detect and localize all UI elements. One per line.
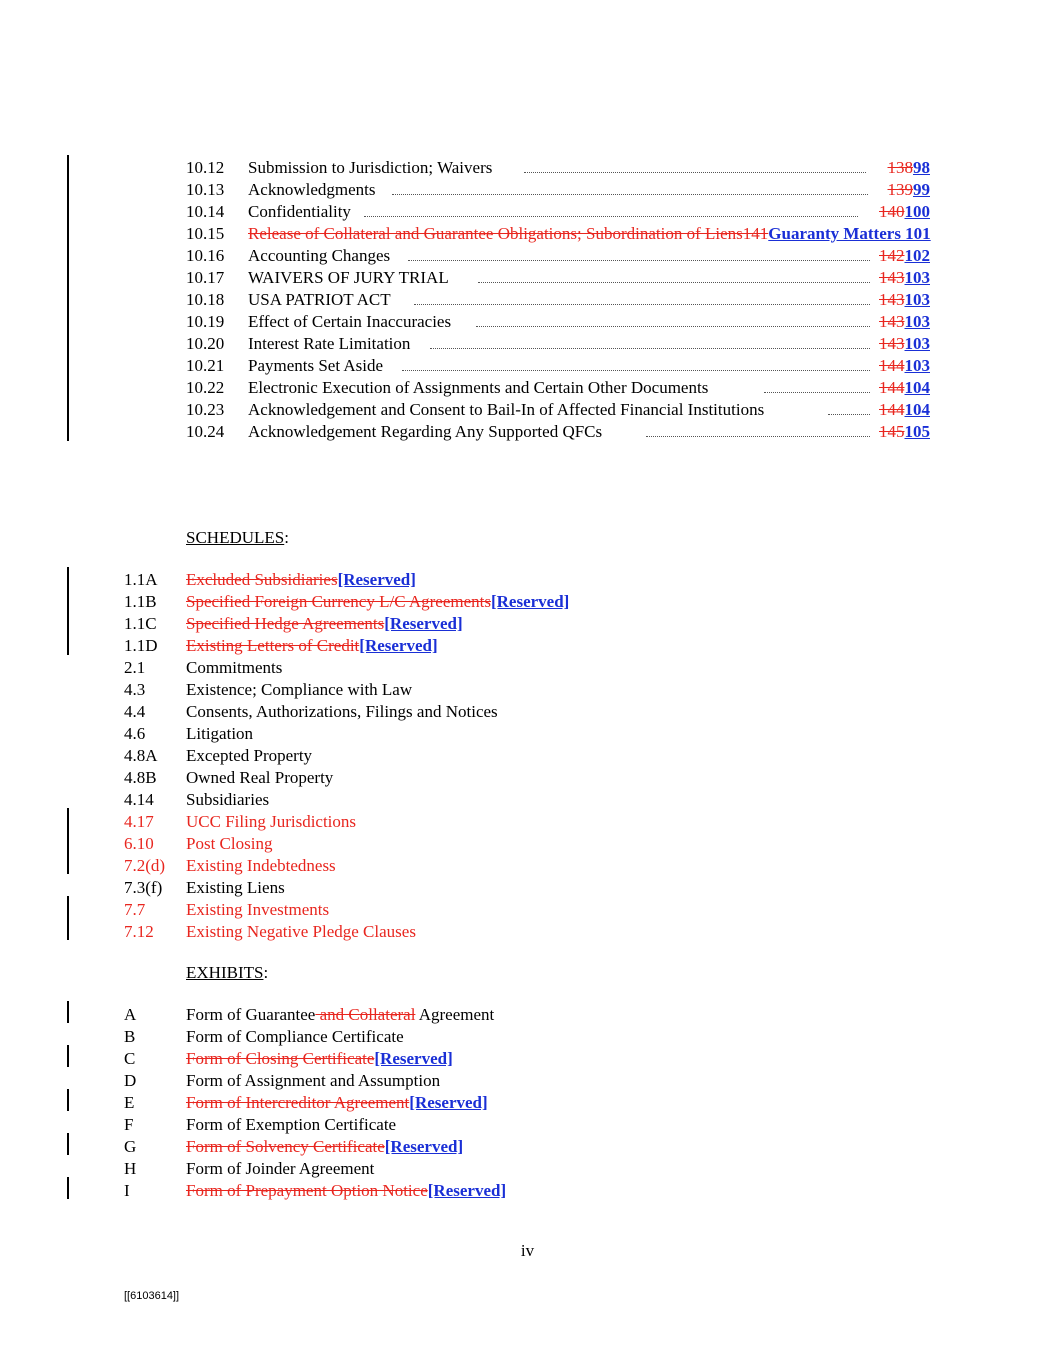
- exhibit-title-start: Form of Guarantee: [186, 1005, 316, 1024]
- toc-page: [879, 245, 930, 267]
- document-id: [[6103614]]: [124, 1290, 180, 1302]
- schedule-number: 1.1B: [124, 592, 157, 611]
- toc-entry[interactable]: [186, 333, 930, 355]
- toc-title: Accounting Changes: [248, 246, 391, 265]
- inserted-page[interactable]: 100: [904, 202, 930, 221]
- deleted-page: 143: [879, 312, 905, 331]
- exhibit-letter: F: [124, 1115, 134, 1134]
- exhibit-letter: C: [124, 1049, 136, 1068]
- deleted-page: 143: [879, 290, 905, 309]
- toc-entry[interactable]: [186, 355, 930, 377]
- toc-title: Acknowledgement and Consent to Bail-In of Affected Financial Institutions: [248, 400, 765, 419]
- toc-title: WAIVERS OF JURY TRIAL: [248, 268, 449, 287]
- exhibit-letter: A: [124, 1005, 137, 1024]
- schedule-title: Existing Negative Pledge Clauses: [186, 922, 416, 941]
- dot-leader: [524, 172, 866, 173]
- schedule-number: 7.12: [124, 922, 154, 941]
- toc-title: [248, 223, 931, 245]
- deleted-page: 145: [879, 422, 905, 441]
- toc-title: USA PATRIOT ACT: [248, 290, 391, 309]
- inserted-page[interactable]: 103: [904, 356, 930, 375]
- toc-page: [879, 267, 930, 289]
- exhibit-letter: D: [124, 1071, 137, 1090]
- deleted-text: Form of Prepayment Option Notice: [186, 1181, 428, 1200]
- deleted-page: 143: [879, 268, 905, 287]
- dot-leader: [364, 216, 858, 217]
- deleted-text: Form of Closing Certificate: [186, 1049, 375, 1068]
- toc-number: 10.15: [186, 224, 225, 243]
- schedule-title: Existing Liens: [186, 878, 285, 897]
- toc-entry[interactable]: [186, 245, 930, 267]
- exhibit-letter: B: [124, 1027, 136, 1046]
- exhibit-letter: H: [124, 1159, 137, 1178]
- toc-page: [879, 311, 930, 333]
- toc-number: 10.14: [186, 202, 225, 221]
- inserted-text[interactable]: [Reserved]: [337, 570, 416, 589]
- exhibit-letter: G: [124, 1137, 137, 1156]
- toc-title: Payments Set Aside: [248, 356, 384, 375]
- deleted-page: 138: [887, 158, 913, 177]
- schedule-title: Post Closing: [186, 834, 273, 853]
- inserted-text[interactable]: [Reserved]: [384, 1137, 464, 1156]
- exhibit-letter: E: [124, 1093, 135, 1112]
- toc-page: [879, 201, 930, 223]
- exhibit-title: [186, 1048, 453, 1070]
- toc-page: [879, 421, 930, 443]
- toc-entry[interactable]: [186, 377, 930, 399]
- inserted-page[interactable]: 99: [913, 180, 930, 199]
- deleted-page: 142: [879, 246, 905, 265]
- schedule-title: UCC Filing Jurisdictions: [186, 812, 357, 831]
- schedules-heading-text: SCHEDULES: [186, 528, 285, 547]
- toc-entry[interactable]: [186, 201, 930, 223]
- exhibit-title: [186, 1136, 463, 1158]
- dot-leader: [414, 304, 870, 305]
- exhibits-heading: EXHIBITS:: [186, 963, 269, 982]
- toc-number: 10.16: [186, 246, 225, 265]
- toc-number: 10.17: [186, 268, 225, 287]
- toc-page: [879, 355, 930, 377]
- exhibit-letter: I: [124, 1181, 130, 1200]
- schedule-title: Litigation: [186, 724, 254, 743]
- toc-entry[interactable]: [186, 179, 930, 201]
- deleted-text: Excluded Subsidiaries: [186, 570, 338, 589]
- schedule-number: 6.10: [124, 834, 154, 853]
- inserted-text[interactable]: [Reserved]: [384, 614, 463, 633]
- inserted-page[interactable]: 103: [904, 312, 930, 331]
- toc-number: 10.19: [186, 312, 225, 331]
- toc-entry[interactable]: [186, 223, 1016, 245]
- schedule-number: 4.4: [124, 702, 146, 721]
- toc-entry[interactable]: [186, 399, 930, 421]
- exhibit-title: [186, 1004, 494, 1026]
- toc-number: 10.23: [186, 400, 225, 419]
- schedule-number: 1.1A: [124, 570, 158, 589]
- deleted-text: and Collateral: [315, 1005, 416, 1024]
- exhibit-title: [186, 1092, 488, 1114]
- exhibit-title: Form of Exemption Certificate: [186, 1115, 397, 1134]
- inserted-text[interactable]: [Reserved]: [427, 1181, 507, 1200]
- schedule-number: 4.3: [124, 680, 146, 699]
- deleted-text: Specified Hedge Agreements: [186, 614, 385, 633]
- schedule-title: [186, 569, 416, 591]
- inserted-page[interactable]: 103: [904, 290, 930, 309]
- schedule-item-deleted[interactable]: [124, 921, 442, 943]
- schedule-number: 1.1C: [124, 614, 157, 633]
- schedule-title: [186, 591, 569, 613]
- toc-page: [888, 179, 931, 201]
- toc-number: 10.24: [186, 422, 225, 441]
- toc-title: Effect of Certain Inaccuracies: [248, 312, 452, 331]
- toc-title: Interest Rate Limitation: [248, 334, 411, 353]
- schedule-number: 4.8B: [124, 768, 157, 787]
- dot-leader: [402, 370, 870, 371]
- toc-number: 10.12: [186, 158, 225, 177]
- change-bar: [67, 155, 69, 441]
- page-number: iv: [520, 1241, 535, 1260]
- change-bar: [67, 896, 69, 940]
- exhibit-title: Form of Assignment and Assumption: [186, 1071, 441, 1090]
- schedule-title: [186, 613, 463, 635]
- schedule-title: Subsidiaries: [186, 790, 270, 809]
- schedules-heading: SCHEDULES:: [186, 528, 289, 547]
- dot-leader: [646, 436, 870, 437]
- dot-leader: [478, 282, 870, 283]
- deleted-page: 144: [879, 400, 905, 419]
- schedule-number: 7.2(d): [124, 856, 166, 875]
- inserted-text[interactable]: [Reserved]: [359, 636, 438, 655]
- exhibits-heading-text: EXHIBITS: [186, 963, 264, 982]
- exhibit-title: Form of Joinder Agreement: [186, 1159, 375, 1178]
- dot-leader: [764, 392, 870, 393]
- toc-page: [879, 333, 930, 355]
- schedule-title: Existence; Compliance with Law: [186, 680, 413, 699]
- deleted-text: Specified Foreign Currency L/C Agreements: [186, 592, 491, 611]
- toc-number: 10.22: [186, 378, 225, 397]
- inserted-page[interactable]: 104: [904, 400, 930, 419]
- inserted-page[interactable]: 105: [904, 422, 930, 441]
- toc-entry[interactable]: [186, 311, 930, 333]
- schedule-number: 7.3(f): [124, 878, 163, 897]
- toc-number: 10.18: [186, 290, 225, 309]
- exhibit-title-end: Agreement: [415, 1005, 495, 1024]
- inserted-page[interactable]: 102: [904, 246, 930, 265]
- inserted-page[interactable]: 103: [904, 268, 930, 287]
- change-bar: [67, 1089, 69, 1111]
- change-bar: [67, 1133, 69, 1155]
- dot-leader: [408, 260, 870, 261]
- schedule-title: Commitments: [186, 658, 283, 677]
- dot-leader: [392, 194, 868, 195]
- toc-page: [879, 289, 930, 311]
- schedule-title: Consents, Authorizations, Filings and Notices: [186, 702, 498, 721]
- schedule-title: Existing Indebtedness: [186, 856, 336, 875]
- inserted-text[interactable]: [Reserved]: [490, 592, 570, 611]
- schedule-number: 4.17: [124, 812, 154, 831]
- schedule-title: Excepted Property: [186, 746, 313, 765]
- schedule-number: 1.1D: [124, 636, 158, 655]
- dot-leader: [828, 414, 870, 415]
- deleted-page: 140: [879, 202, 905, 221]
- change-bar: [67, 567, 69, 655]
- deleted-page: 144: [879, 378, 905, 397]
- toc-entry[interactable]: [186, 267, 930, 289]
- inserted-page[interactable]: 98: [913, 158, 930, 177]
- deleted-text: Form of Intercreditor Agreement: [186, 1093, 410, 1112]
- change-bar: [67, 1177, 69, 1199]
- schedule-number: 2.1: [124, 658, 146, 677]
- toc-entry[interactable]: [186, 289, 930, 311]
- exhibit-title: Form of Compliance Certificate: [186, 1027, 404, 1046]
- toc-title: Acknowledgments: [248, 180, 376, 199]
- toc-number: 10.21: [186, 356, 225, 375]
- dot-leader: [430, 348, 870, 349]
- schedule-item-deleted[interactable]: [124, 811, 376, 833]
- inserted-page[interactable]: 104: [904, 378, 930, 397]
- change-bar: [67, 1001, 69, 1023]
- toc-page: [879, 377, 930, 399]
- change-bar: [67, 1045, 69, 1067]
- toc-number: 10.20: [186, 334, 225, 353]
- deleted-text: Form of Solvency Certificate: [186, 1137, 385, 1156]
- deleted-page: 139: [887, 180, 913, 199]
- change-bar: [67, 808, 69, 874]
- toc-title: Submission to Jurisdiction; Waivers: [248, 158, 493, 177]
- schedule-number: 7.7: [124, 900, 146, 919]
- toc-number: 10.13: [186, 180, 225, 199]
- inserted-title[interactable]: Guaranty Matters 101: [768, 224, 931, 243]
- toc-title: Confidentiality: [248, 202, 351, 221]
- deleted-page: 143: [879, 334, 905, 353]
- schedule-title: [186, 635, 438, 657]
- toc-page: [879, 399, 930, 421]
- toc-entry[interactable]: [186, 421, 930, 443]
- toc-page: [888, 157, 931, 179]
- schedule-title: Existing Investments: [186, 900, 330, 919]
- dot-leader: [476, 326, 870, 327]
- schedule-number: 4.14: [124, 790, 154, 809]
- schedule-title: Owned Real Property: [186, 768, 334, 787]
- deleted-page: 144: [879, 356, 905, 375]
- schedule-number: 4.8A: [124, 746, 158, 765]
- toc-title: Acknowledgement Regarding Any Supported QFCs: [248, 422, 603, 441]
- schedule-item-deleted[interactable]: [124, 855, 353, 877]
- deleted-text: Existing Letters of Credit: [186, 636, 360, 655]
- schedule-number: 4.6: [124, 724, 146, 743]
- schedule-item-deleted[interactable]: [124, 833, 282, 855]
- deleted-title: Release of Collateral and Guarantee Obligations; Subordination of Liens141: [248, 224, 769, 243]
- inserted-page[interactable]: 103: [904, 334, 930, 353]
- inserted-text[interactable]: [Reserved]: [374, 1049, 453, 1068]
- inserted-text[interactable]: [Reserved]: [409, 1093, 488, 1112]
- toc-entry[interactable]: [186, 157, 930, 179]
- schedule-item-deleted[interactable]: [124, 899, 346, 921]
- exhibit-title: [186, 1180, 506, 1202]
- toc-title: Electronic Execution of Assignments and Certain Other Documents: [248, 378, 709, 397]
